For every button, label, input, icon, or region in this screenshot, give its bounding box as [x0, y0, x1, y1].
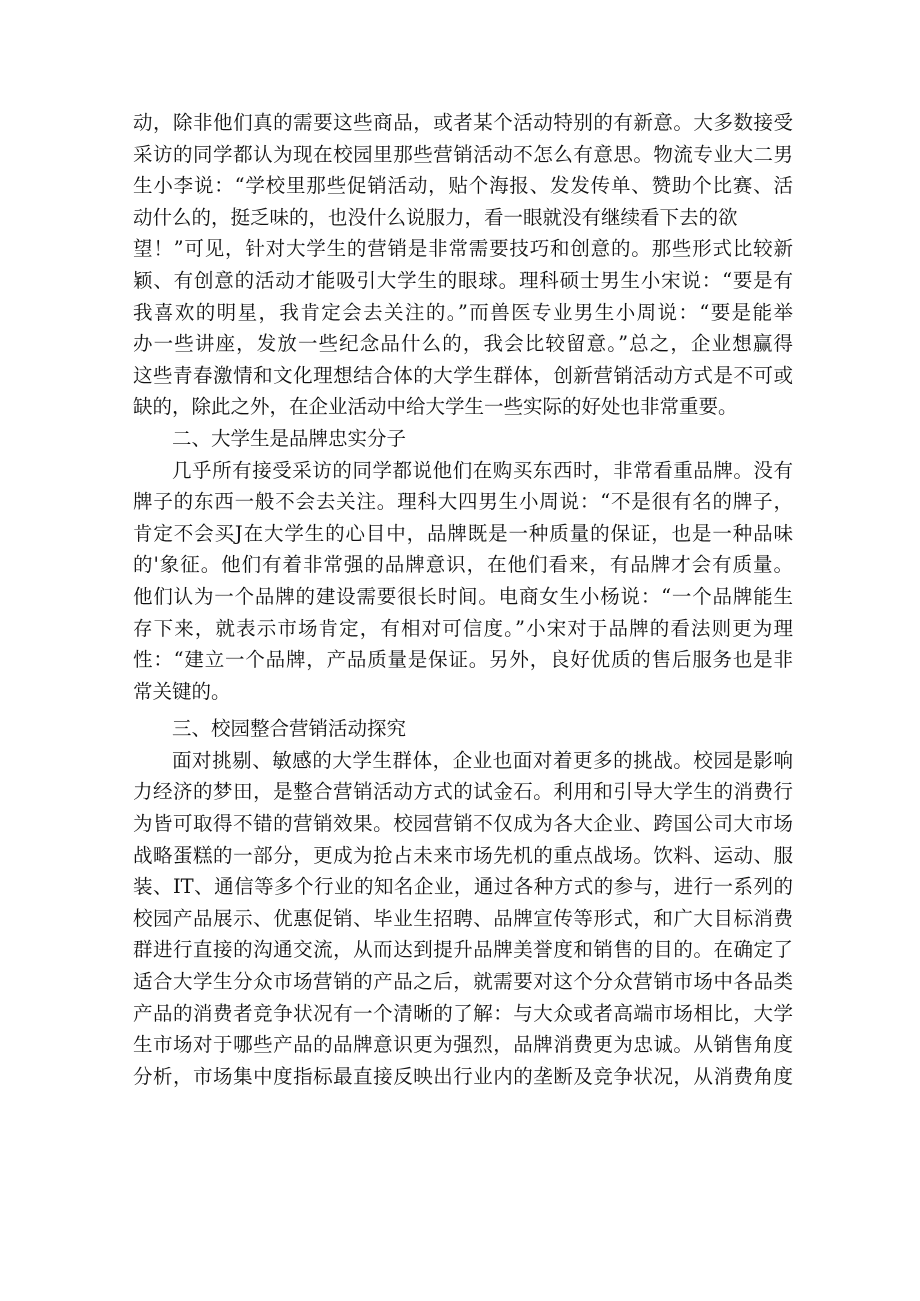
text-line: 生市场对于哪些产品的品牌意识更为强烈，品牌消费更为忠诚。从销售角度	[133, 1033, 793, 1057]
text-line: 面对挑剔、敏感的大学生群体，企业也面对着更多的挑战。校园是影响	[172, 748, 793, 772]
text-line: 为皆可取得不错的营销效果。校园营销不仅成为各大企业、跨国公司大市场	[133, 812, 793, 836]
text-line: 牌子的东西一般不会去关注。理科大四男生小周说：“不是很有名的牌子，	[133, 490, 793, 514]
text-line: 他们认为一个品牌的建设需要很长时间。电商女生小杨说：“一个品牌能生	[133, 584, 793, 608]
section-heading-2: 二、大学生是品牌忠实分子	[172, 426, 407, 450]
text-line: 动什么的，挺乏味的，也没什么说服力，看一眼就没有继续看下去的欲	[133, 205, 738, 229]
paragraph-2	[133, 455, 793, 708]
text-line: 装、IT、通信等多个行业的知名企业，通过各种方式的参与，进行一系列的	[133, 875, 793, 899]
text-line: 校园产品展示、优惠促销、毕业生招聘、品牌宣传等形式，和广大目标消费	[133, 906, 793, 930]
text-line: 常关键的。	[133, 679, 231, 703]
text-line: 这些青春激情和文化理想结合体的大学生群体，创新营销活动方式是不可或	[133, 363, 793, 387]
document-body	[133, 107, 793, 1092]
section-heading-3: 三、校园整合营销活动探究	[172, 717, 407, 741]
text-line: 战略蛋糕的一部分，更成为抢占未来市场先机的重点战场。饮料、运动、服	[133, 843, 793, 867]
text-line: 我喜欢的明星，我肯定会去关注的。”而兽医专业男生小周说：“要是能举	[133, 300, 793, 324]
text-line: 望！”可见，针对大学生的营销是非常需要技巧和创意的。那些形式比较新	[133, 237, 793, 261]
text-line: 采访的同学都认为现在校园里那些营销活动不怎么有意思。物流专业大二男	[133, 142, 793, 166]
text-line: 产品的消费者竞争状况有一个清晰的了解：与大众或者高端市场相比，大学	[133, 1001, 793, 1025]
text-line: 的'象征。他们有着非常强的品牌意识，在他们看来，有品牌才会有质量。	[133, 553, 793, 577]
text-line: 缺的，除此之外，在企业活动中给大学生一些实际的好处也非常重要。	[133, 395, 738, 419]
text-line: 几乎所有接受采访的同学都说他们在购买东西时，非常看重品牌。没有	[172, 458, 793, 482]
text-line: 颖、有创意的活动才能吸引大学生的眼球。理科硕士男生小宋说：“要是有	[133, 268, 793, 292]
text-line: 分析，市场集中度指标最直接反映出行业内的垄断及竞争状况，从消费角度	[133, 1064, 793, 1088]
text-line: 性：“建立一个品牌，产品质量是保证。另外，良好优质的售后服务也是非	[133, 648, 793, 672]
paragraph-3	[133, 745, 793, 1093]
text-line: 生小李说：“学校里那些促销活动，贴个海报、发发传单、赞助个比赛、活	[133, 174, 793, 198]
text-line: 动，除非他们真的需要这些商品，或者某个活动特别的有新意。大多数接受	[133, 111, 793, 134]
text-line: 群进行直接的沟通交流，从而达到提升品牌美誉度和销售的目的。在确定了	[133, 938, 793, 962]
text-line: 力经济的梦田，是整合营销活动方式的试金石。利用和引导大学生的消费行	[133, 780, 793, 804]
paragraph-1	[133, 107, 793, 423]
text-line: 办一些讲座，发放一些纪念品什么的，我会比较留意。”总之，企业想赢得	[133, 332, 793, 356]
text-line: 存下来，就表示市场肯定，有相对可信度。”小宋对于品牌的看法则更为理	[133, 616, 793, 640]
text-line: 肯定不会买J在大学生的心目中，品牌既是一种质量的保证，也是一种品味	[133, 521, 793, 545]
text-line: 适合大学生分众市场营销的产品之后，就需要对这个分众营销市场中各品类	[133, 970, 793, 994]
